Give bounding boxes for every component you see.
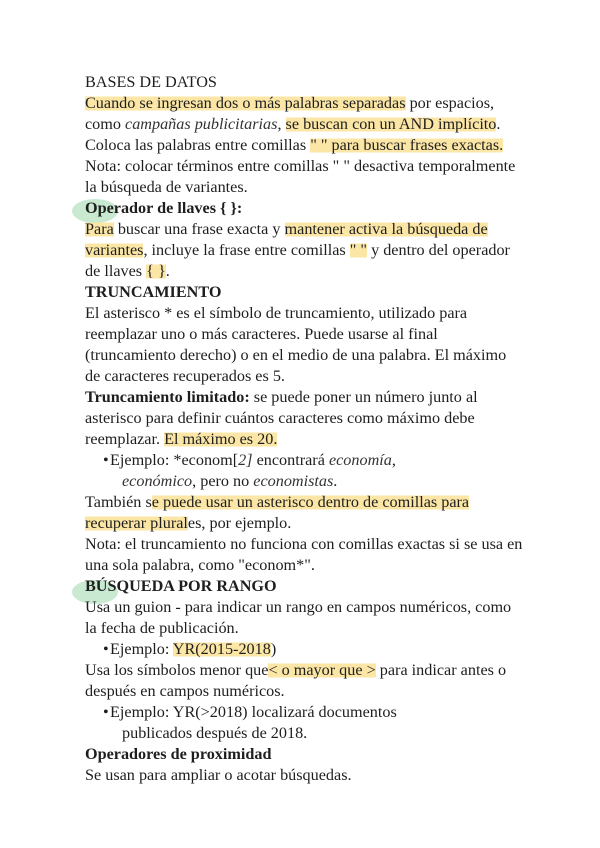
highlight: < o mayor que > xyxy=(268,661,376,679)
heading-bases-de-datos: BASES DE DATOS xyxy=(85,73,217,91)
bullet-icon: • xyxy=(103,640,109,658)
highlight: YR(2015-2018 xyxy=(172,640,271,658)
list-item-ejemplo-yr-mayor: • Ejemplo: YR(>2018) localizará documentos publicados después de 2018. xyxy=(103,703,397,742)
note-truncamiento: Nota: el truncamiento no funciona con comillas exactas si se usa en una sola palabra, como "econom*". xyxy=(85,535,523,574)
heading-operador-llaves: Operador de llaves { }: xyxy=(85,199,243,217)
highlight: se buscan con un AND implícito xyxy=(285,115,497,133)
bullet-icon: • xyxy=(103,703,109,721)
bullet-icon: • xyxy=(103,451,109,469)
paragraph-guion: Usa un guion - para indicar un rango en campos numéricos, como la fecha de publicación. xyxy=(85,598,512,637)
document-body xyxy=(85,72,525,786)
paragraph-and-implicito: Cuando se ingresan dos o más palabras separadas por espacios, como campañas publicitarias, se buscan con un AND implícito. xyxy=(85,94,501,133)
highlight: mantener activa la búsqueda de variantes xyxy=(85,220,488,259)
list-item-ejemplo-econom: • Ejemplo: *econom[2] encontrará economía, económico, pero no economistas. xyxy=(103,451,396,490)
note-comillas: Nota: colocar términos entre comillas " " desactiva temporalmente la búsqueda de variantes. xyxy=(85,157,516,196)
paragraph-proximidad: Se usan para ampliar o acotar búsquedas. xyxy=(85,766,352,784)
paragraph-asterisco: El asterisco * es el símbolo de truncamiento, utilizado para reemplazar uno o más caracteres. Puede usarse al final (truncamiento derecho) o en el medio de una palabra. El máximo de caracteres recuperados es 5. xyxy=(85,304,507,385)
paragraph-llaves: Para buscar una frase exacta y mantener activa la búsqueda de variantes, incluye la frase entre comillas " " y dentro del operador de llaves { }. xyxy=(85,220,510,280)
highlight: Cuando se ingresan dos o más palabras separadas xyxy=(85,94,406,112)
highlight: " " xyxy=(349,241,368,259)
paragraph-truncamiento-limitado: Truncamiento limitado: se puede poner un número junto al asterisco para definir cuántos caracteres como máximo debe reemplazar. El máximo es 20. xyxy=(85,388,478,448)
paragraph-comillas: Coloca las palabras entre comillas " " para buscar frases exactas. xyxy=(85,136,504,154)
highlight: Para xyxy=(85,220,114,238)
paragraph-menor-mayor: Usa los símbolos menor que< o mayor que > para indicar antes o después en campos numéricos. xyxy=(85,661,507,700)
heading-truncamiento: TRUNCAMIENTO xyxy=(85,283,222,301)
highlight: " " para buscar frases exactas. xyxy=(310,136,504,154)
highlight: { } xyxy=(146,262,166,280)
highlight: El máximo es 20. xyxy=(164,430,278,448)
heading-operadores-proximidad: Operadores de proximidad xyxy=(85,745,272,763)
highlight: e puede usar un asterisco dentro de comillas para recuperar plural xyxy=(85,493,470,532)
heading-busqueda-rango: BÚSQUEDA POR RANGO xyxy=(85,577,277,595)
list-item-ejemplo-yr-rango: • Ejemplo: YR(2015-2018) xyxy=(103,640,277,658)
paragraph-asterisco-comillas: También se puede usar un asterisco dentro de comillas para recuperar plurales, por ejemplo. xyxy=(85,493,470,532)
